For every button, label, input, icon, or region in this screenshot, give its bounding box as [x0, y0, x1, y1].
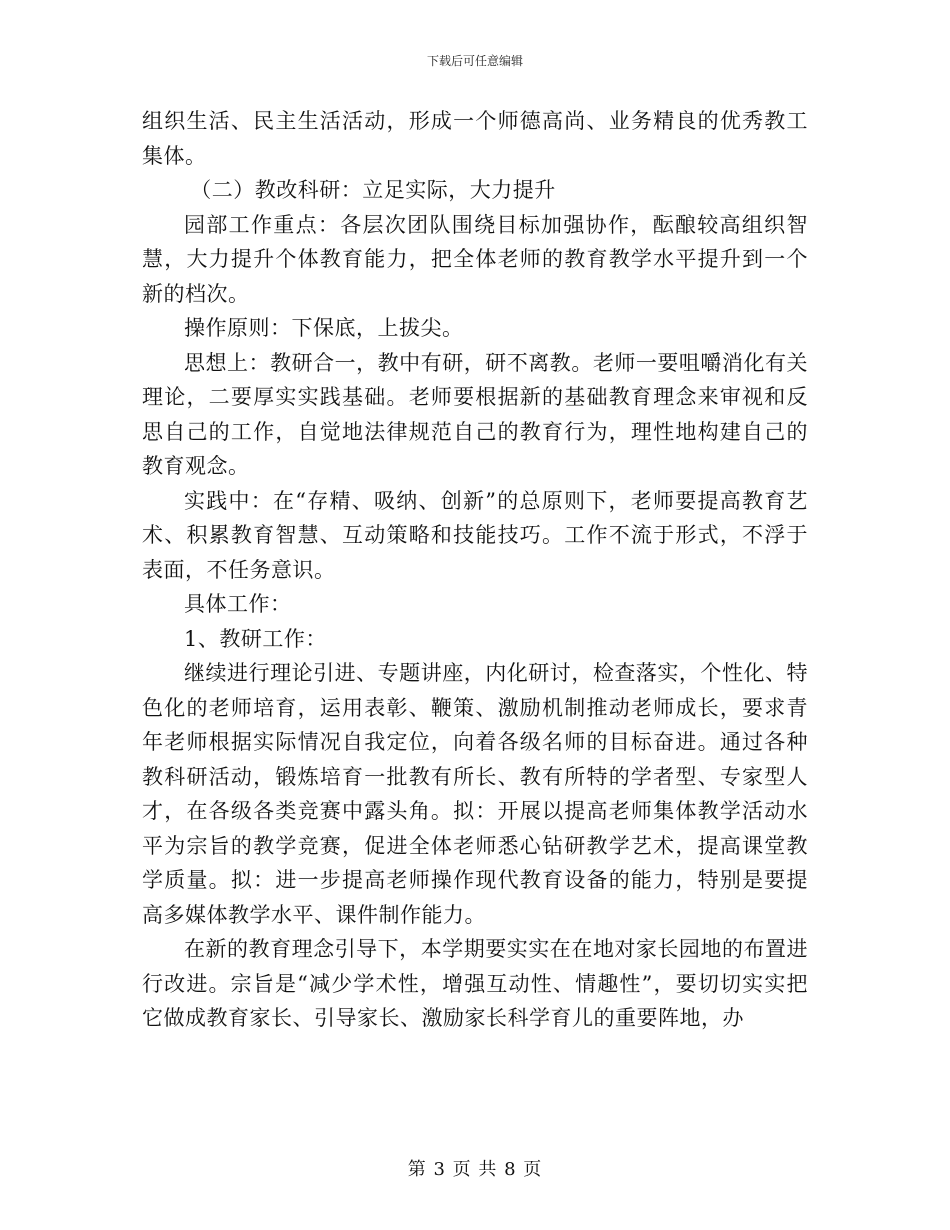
- paragraph: 在新的教育理念引导下，本学期要实实在在地对家长园地的布置进行改进。宗旨是“减少学术性，增强互动性、情趣性”，要切切实实把它做成教育家长、引导家长、激励家长科学育儿的重要阵地，办: [142, 937, 808, 1030]
- paragraph: 1、教研工作：: [184, 626, 327, 651]
- paragraph: 思想上：教研合一，教中有研，研不离教。老师一要咀嚼消化有关理论，二要厚实实践基础。老师要根据新的基础教育理念来审视和反思自己的工作，自觉地法律规范自己的教育行为，理性地构建自己的教育观念。: [142, 350, 808, 478]
- page-header: 下载后可任意编辑: [426, 54, 523, 68]
- page-number: 第 3 页 共 8 页: [407, 1159, 543, 1180]
- paragraph: 园部工作重点：各层次团队围绕目标加强协作，酝酿较高组织智慧，大力提升个体教育能力，把全体老师的教育教学水平提升到一个新的档次。: [142, 212, 808, 306]
- paragraph: 实践中：在“存精、吸纳、创新”的总原则下，老师要提高教育艺术、积累教育智慧、互动策略和技能技巧。工作不流于形式，不浮于表面，不任务意识。: [142, 488, 808, 582]
- section-heading: （二）教改科研：立足实际，大力提升: [190, 178, 556, 202]
- paragraph: 继续进行理论引进、专题讲座，内化研讨，检查落实，个性化、特色化的老师培育，运用表彰、鞭策、激励机制推动老师成长，要求青年老师根据实际情况自我定位，向着各级名师的目标奋进。通过各种教科研活动，锻炼培育一批教有所长、教有所特的学者型、专家型人才，在各级各类竞赛中露头角。拟：开展以提高老师集体教学活动水平为宗旨的教学竞赛，促进全体老师悉心钻研教学艺术，提高课堂教学质量。拟：进一步提高老师操作现代教育设备的能力，特别是要提高多媒体教学水平、课件制作能力。: [142, 661, 808, 927]
- document-body: [142, 104, 808, 1036]
- paragraph-continuation: 组织生活、民主生活活动，形成一个师德高尚、业务精良的优秀教工集体。: [142, 109, 808, 168]
- paragraph: 具体工作：: [184, 592, 292, 616]
- paragraph: 操作原则：下保底，上拔尖。: [184, 316, 464, 340]
